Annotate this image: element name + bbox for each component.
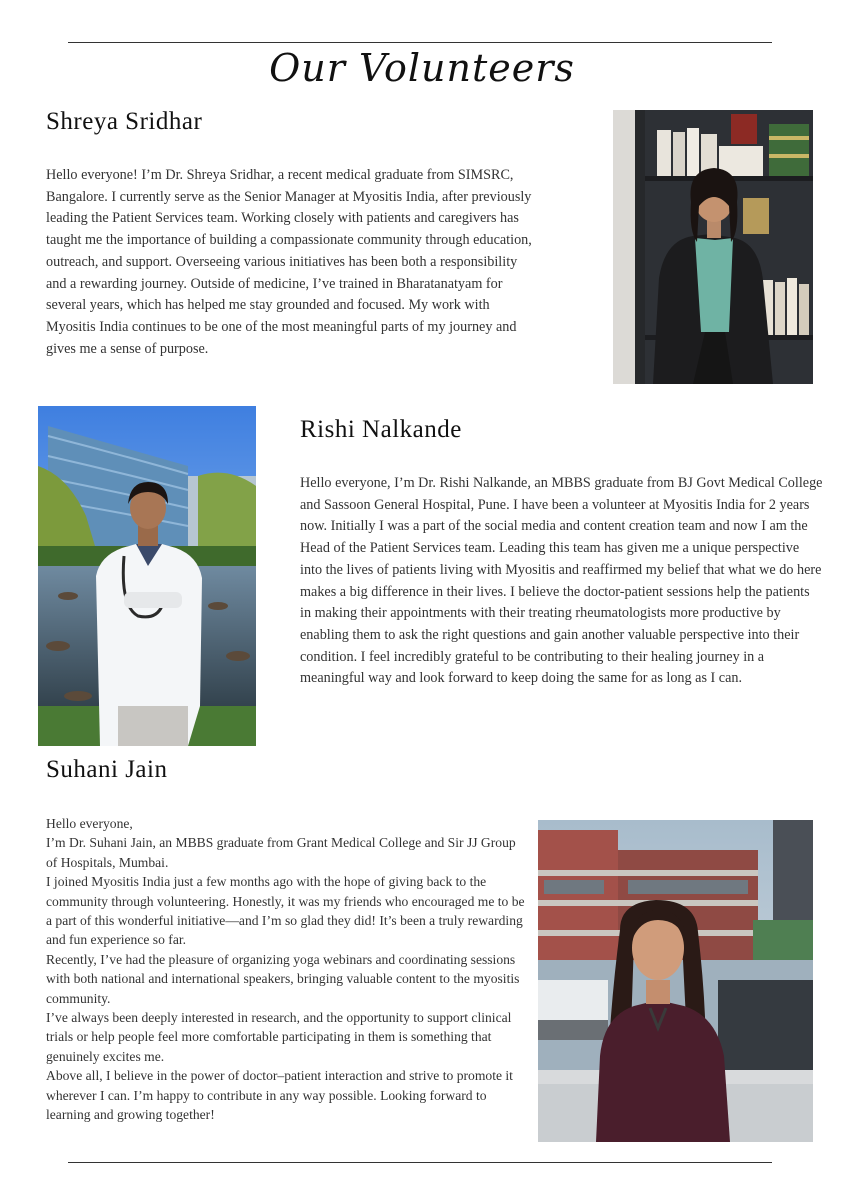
top-divider [68,42,772,43]
bio-paragraph: Hello everyone, [46,816,133,831]
bio-paragraph: I’ve always been deeply interested in research, and the opportunity to support clinical trials or help people feel more comfortable participating in them is something that genuinely excites me. [46,1010,512,1064]
bio-paragraph: Above all, I believe in the power of doctor–patient interaction and strive to promote it wherever I can. I’m happy to contribute in any way possible. Looking forward to learning and growing together! [46,1068,513,1123]
volunteer-photo-rishi [38,406,256,746]
bio-paragraph: Recently, I’ve had the pleasure of organizing yoga webinars and coordinating sessions with both national and international speakers, bringing valuable content to the myositis community. [46,951,520,1006]
bottom-divider [68,1162,772,1163]
volunteer-photo-suhani [538,820,813,1142]
volunteer-name-suhani: Suhani Jain [46,756,168,783]
volunteer-name-rishi: Rishi Nalkande [300,416,462,443]
volunteer-bio-rishi: Hello everyone, I’m Dr. Rishi Nalkande, an MBBS graduate from BJ Govt Medical College and Sassoon General Hospital, Pune. I have been a volunteer at Myositis India for 2 years now. Initially I was a part of the social media and content creation team and now I am the Head of the Patient Services team. Leading this team has given me a unique perspective into the lives of patients living with Myositis and reaffirmed my belief that what we do here makes a big difference in their lives. I believe the doctor-patient sessions help the patients in making their appointments with their treating rheumatologists more productive by enabling them to ask the right questions and gain another valuable perspective into their condition. I feel incredibly grateful to be contributing to their healing journey in a meaningful way and look forward to keep doing the same for as long as I can. [300,475,823,687]
volunteer-bio-shreya: Hello everyone! I’m Dr. Shreya Sridhar, a recent medical graduate from SIMSRC, Bangalore. I currently serve as the Senior Manager at Myositis India, after previously leading the Patient Services team. Working closely with patients and caregivers has taught me the importance of building a compassionate community through education, outreach, and support. Overseeing various initiatives has been both a responsibility and a rewarding journey. Outside of medicine, I’ve trained in Bharatanatyam for several years, which has helped me stay grounded and focused. My work with Myositis India continues to be one of the most meaningful parts of my journey and gives me a sense of purpose. [46,167,532,357]
bio-paragraph: I joined Myositis India just a few months ago with the hope of giving back to the community through volunteering. Honestly, it was my friends who encouraged me to be a part of this wonderful initiative—and I’m so glad they did! It’s been a truly rewarding and fun experience so far. [46,874,525,948]
page-title: Our Volunteers [269,46,575,90]
volunteer-bio-suhani [46,814,530,1125]
volunteer-name-shreya: Shreya Sridhar [46,108,203,135]
volunteer-photo-shreya [613,110,813,384]
bio-paragraph: I’m Dr. Suhani Jain, an MBBS graduate from Grant Medical College and Sir JJ Group of Hospitals, Mumbai. [46,835,516,870]
